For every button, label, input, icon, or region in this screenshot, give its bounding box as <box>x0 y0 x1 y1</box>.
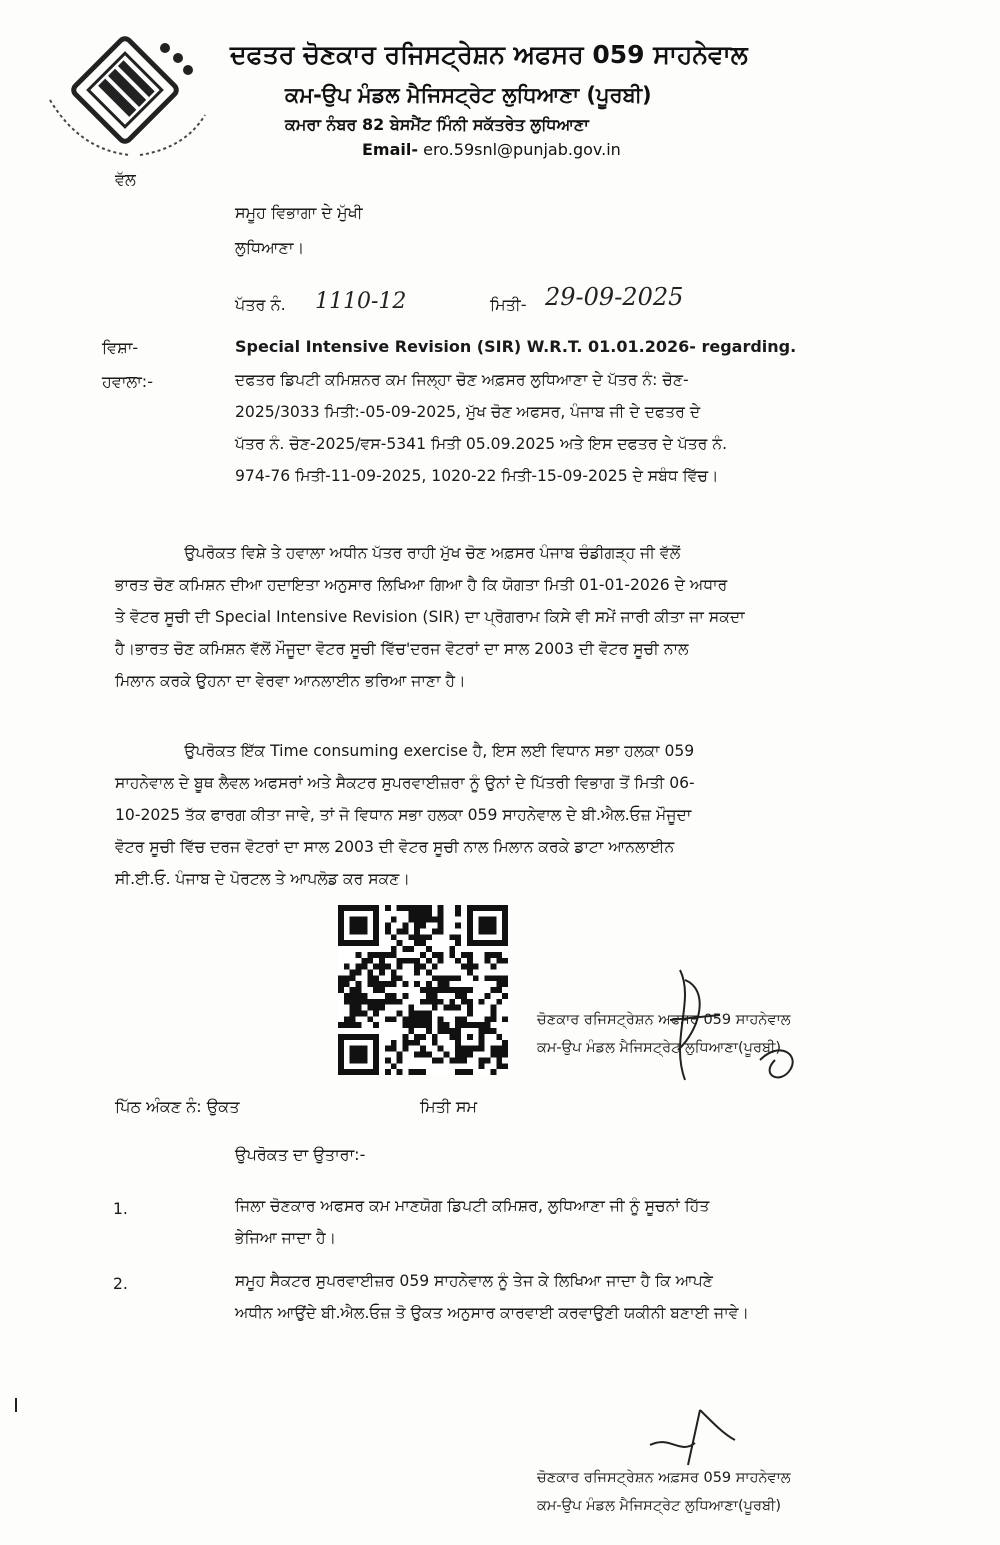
email-label: Email- <box>362 140 419 159</box>
email-value: ero.59snl@punjab.gov.in <box>418 140 621 159</box>
office-title: ਦਫਤਰ ਚੋਣਕਾਰ ਰਜਿਸਟ੍ਰੇਸ਼ਨ ਅਫਸਰ 059 ਸਾਹਨੇਵਾਲ <box>230 40 748 69</box>
paragraph-line: ਵੋਟਰ ਸੂਚੀ ਵਿੱਚ ਦਰਜ ਵੋਟਰਾਂ ਦਾ ਸਾਲ 2003 ਦੀ ਵੋਟਰ ਸੂਚੀ ਨਾਲ ਮਿਲਾਨ ਕਰਕੇ ਡਾਟਾ ਆਨਲਾਈਨ <box>115 838 675 856</box>
election-commission-emblem-icon <box>40 30 210 160</box>
date-value: 29-09-2025 <box>545 283 684 311</box>
signatory-designation: ਕਮ-ਉਪ ਮੰਡਲ ਮੈਜਿਸਟ੍ਰੇਟ ਲੁਧਿਆਣਾ(ਪੂਰਬੀ) <box>537 1498 782 1514</box>
date-label: ਮਿਤੀ- <box>490 295 527 314</box>
item-number: 2. <box>113 1275 128 1293</box>
reference-line: ਪੱਤਰ ਨੰ. ਚੋਣ-2025/ਵਸ-5341 ਮਿਤੀ 05.09.2025 ਅਤੇ ਇਸ ਦਫਤਰ ਦੇ ਪੱਤਰ ਨੰ. <box>235 435 728 453</box>
letter-number-label: ਪੱਤਰ ਨੰ. <box>235 295 286 314</box>
office-address: ਕਮਰਾ ਨੰਬਰ 82 ਬੇਸਮੈਂਟ ਮਿੰਨੀ ਸਕੱਤਰੇਤ ਲੁਧਿਆਣਾ <box>285 115 589 134</box>
qr-code-icon <box>338 905 508 1075</box>
paragraph-line: ਉਪਰੋਕਤ ਇੱਕ Time consuming exercise ਹੈ, ਇਸ ਲਈ ਵਿਧਾਨ ਸਭਾ ਹਲਕਾ 059 <box>115 742 695 760</box>
office-email <box>362 140 621 159</box>
signature-block-1 <box>537 1006 791 1062</box>
item-line: ਜਿਲਾ ਚੋਣਕਾਰ ਅਫਸਰ ਕਮ ਮਾਣਯੋਗ ਡਿਪਟੀ ਕਮਿਸ਼ਰ, ਲੁਧਿਆਣਾ ਜੀ ਨੂੰ ਸੂਚਨਾਂ ਹਿੱਤ <box>235 1197 710 1215</box>
recipient-line-1: ਸਮੂਹ ਵਿਭਾਗਾ ਦੇ ਮੁੱਖੀ <box>235 203 363 222</box>
office-subtitle: ਕਮ-ਉਪ ਮੰਡਲ ਮੈਜਿਸਟ੍ਰੇਟ ਲੁਧਿਆਣਾ (ਪੂਰਬੀ) <box>285 83 652 107</box>
paragraph-line: 10-2025 ਤੱਕ ਫਾਰਗ ਕੀਤਾ ਜਾਵੇ, ਤਾਂ ਜੋ ਵਿਧਾਨ ਸਭਾ ਹਲਕਾ 059 ਸਾਹਨੇਵਾਲ ਦੇ ਬੀ.ਐਲ.ਓਜ਼ ਮੌਜੂਦਾ <box>115 806 692 824</box>
item-line: ਸਮੂਹ ਸੈਕਟਰ ਸੁਪਰਵਾਈਜ਼ਰ 059 ਸਾਹਨੇਵਾਲ ਨੂੰ ਤੇਜ ਕੇ ਲਿਖਿਆ ਜਾਦਾ ਹੈ ਕਿ ਆਪਣੇ <box>235 1272 713 1290</box>
copy-item-2 <box>235 1265 935 1329</box>
signatory-title: ਚੋਣਕਾਰ ਰਜਿਸਟ੍ਰੇਸ਼ਨ ਅਫ਼ਸਰ 059 ਸਾਹਨੇਵਾਲ <box>537 1470 791 1486</box>
body-paragraph-2 <box>115 735 935 895</box>
reference-label: ਹਵਾਲਾ:- <box>102 372 153 391</box>
endorsement-date: ਮਿਤੀ ਸਮ <box>420 1097 478 1116</box>
item-line: ਭੇਜਿਆ ਜਾਦਾ ਹੈ। <box>235 1229 337 1247</box>
paragraph-line: ਹੈ।ਭਾਰਤ ਚੋਣ ਕਮਿਸ਼ਨ ਵੱਲੋਂ ਮੌਜੂਦਾ ਵੋਟਰ ਸੂਚੀ ਵਿੱਚ'ਦਰਜ ਵੋਟਰਾਂ ਦਾ ਸਾਲ 2003 ਦੀ ਵੋਟਰ ਸੂਚੀ ਨਾਲ <box>115 640 689 658</box>
signature-block-2 <box>537 1464 791 1520</box>
paragraph-line: ਸਾਹਨੇਵਾਲ ਦੇ ਬੂਥ ਲੈਵਲ ਅਫਸਰਾਂ ਅਤੇ ਸੈਕਟਰ ਸੁਪਰਵਾਈਜ਼ਰਾ ਨੂੰ ਉਨਾਂ ਦੇ ਪਿੱਤਰੀ ਵਿਭਾਗ ਤੋਂ ਮਿਤੀ 06- <box>115 774 695 792</box>
paragraph-line: ਤੇ ਵੋਟਰ ਸੂਚੀ ਦੀ Special Intensive Revision (SIR) ਦਾ ਪ੍ਰੋਗਰਾਮ ਕਿਸੇ ਵੀ ਸਮੇਂ ਜਾਰੀ ਕੀਤਾ ਜਾ ਸਕਦਾ <box>115 608 745 626</box>
endorsement-label: ਪਿੱਠ ਅੰਕਣ ਨੰ: ਉਕਤ <box>115 1097 240 1116</box>
reference-line: 974-76 ਮਿਤੀ-11-09-2025, 1020-22 ਮਿਤੀ-15-09-2025 ਦੇ ਸਬੰਧ ਵਿੱਚ। <box>235 467 719 485</box>
margin-mark <box>15 1398 17 1412</box>
body-paragraph-1 <box>115 537 935 697</box>
subject-text: Special Intensive Revision (SIR) W.R.T. 01.01.2026- regarding. <box>235 337 797 356</box>
copy-to-label: ਉਪਰੋਕਤ ਦਾ ਉਤਾਰਾ:- <box>235 1145 366 1164</box>
item-line: ਅਧੀਨ ਆਉਂਦੇ ਬੀ.ਐਲ.ਓਜ਼ ਤੋ ਉਕਤ ਅਨੁਸਾਰ ਕਾਰਵਾਈ ਕਰਵਾਉਣੀ ਯਕੀਨੀ ਬਣਾਈ ਜਾਵੇ। <box>235 1304 749 1322</box>
item-number: 1. <box>113 1200 128 1218</box>
reference-line: 2025/3033 ਮਿਤੀ:-05-09-2025, ਮੁੱਖ ਚੋਣ ਅਫਸਰ, ਪੰਜਾਬ ਜੀ ਦੇ ਦਫਤਰ ਦੇ <box>235 403 701 421</box>
subject-label: ਵਿਸ਼ਾ- <box>102 338 139 357</box>
reference-text <box>235 364 915 492</box>
paragraph-line: ਸੀ.ਈ.ਓ. ਪੰਜਾਬ ਦੇ ਪੋਰਟਲ ਤੇ ਆਪਲੋਡ ਕਰ ਸਕਣ। <box>115 870 410 888</box>
recipient-line-2: ਲੁਧਿਆਣਾ। <box>235 238 305 257</box>
paragraph-line: ਭਾਰਤ ਚੋਣ ਕਮਿਸ਼ਨ ਦੀਆ ਹਦਾਇਤਾ ਅਨੁਸਾਰ ਲਿਖਿਆ ਗਿਆ ਹੈ ਕਿ ਯੋਗਤਾ ਮਿਤੀ 01-01-2026 ਦੇ ਅਧਾਰ <box>115 576 728 594</box>
paragraph-line: ਉਪਰੋਕਤ ਵਿਸ਼ੇ ਤੇ ਹਵਾਲਾ ਅਧੀਨ ਪੱਤਰ ਰਾਹੀ ਮੁੱਖ ਚੋਣ ਅਫ਼ਸਰ ਪੰਜਾਬ ਚੰਡੀਗੜ੍ਹ ਜੀ ਵੱਲੋਂ <box>115 544 681 562</box>
reference-line: ਦਫਤਰ ਡਿਪਟੀ ਕਮਿਸ਼ਨਰ ਕਮ ਜਿਲ੍ਹਾ ਚੋਣ ਅਫ਼ਸਰ ਲੁਧਿਆਣਾ ਦੇ ਪੱਤਰ ਨੰ: ਚੋਣ- <box>235 371 689 389</box>
paragraph-line: ਮਿਲਾਨ ਕਰਕੇ ਉਹਨਾ ਦਾ ਵੇਰਵਾ ਆਨਲਾਈਨ ਭਰਿਆ ਜਾਣਾ ਹੈ। <box>115 672 466 690</box>
signatory-title: ਚੋਣਕਾਰ ਰਜਿਸਟ੍ਰੇਸ਼ਨ ਅਫਸਰ 059 ਸਾਹਨੇਵਾਲ <box>537 1012 791 1028</box>
letter-number-value: 1110-12 <box>315 289 407 314</box>
signatory-designation: ਕਮ-ਉਪ ਮੰਡਲ ਮੈਜਿਸਟ੍ਰੇਟ ਲੁਧਿਆਣਾ(ਪੂਰਬੀ) <box>537 1040 782 1056</box>
to-label: ਵੱਲ <box>115 170 136 189</box>
copy-item-1 <box>235 1190 935 1254</box>
